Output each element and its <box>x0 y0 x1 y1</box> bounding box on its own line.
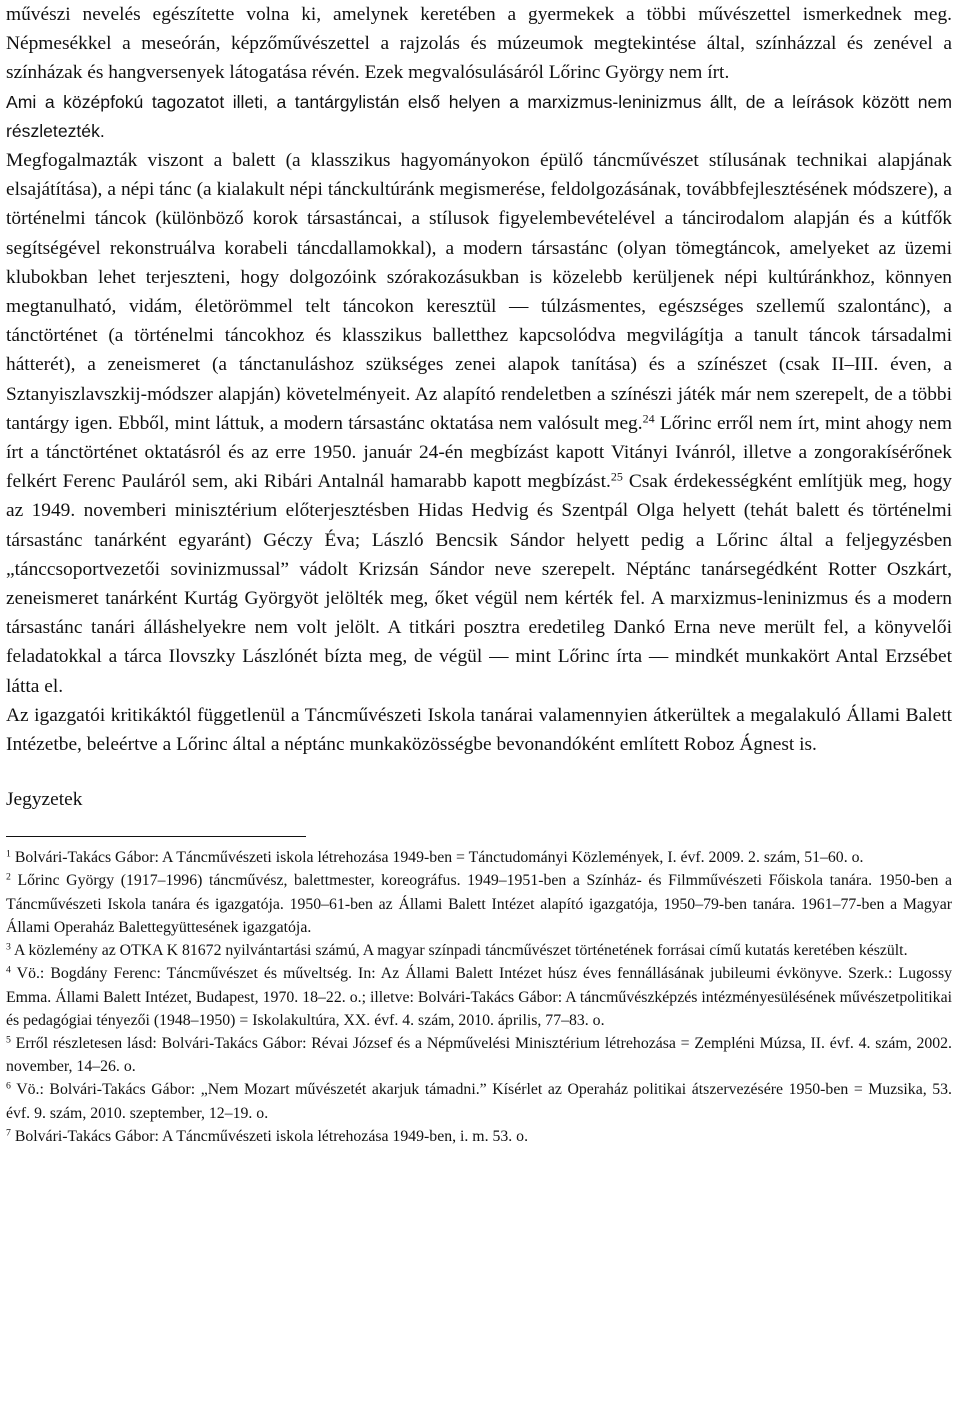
footnote-text: Bolvári-Takács Gábor: A Táncművészeti iskola létrehozása 1949-ben, i. m. 53. o. <box>10 1127 529 1145</box>
footnote-number: 5 <box>6 1034 11 1046</box>
footnote-number: 1 <box>6 848 11 860</box>
footnote-item <box>6 962 952 1032</box>
footnote-text: Vö.: Bolvári-Takács Gábor: „Nem Mozart művészetét akarjuk támadni.” Kísérlet az Operaház politikai átszervezésére 1950-ben = Muzsika, 53. évf. 9. szám, 2010. szeptember, 12–19. o. <box>6 1081 952 1122</box>
footnote-number: 6 <box>6 1080 11 1092</box>
body-paragraph <box>6 88 952 146</box>
body-text <box>6 0 952 759</box>
footnote-reference[interactable]: 24 <box>642 411 655 426</box>
footnote-number: 3 <box>6 941 11 953</box>
paragraph-text: Az igazgatói kritikáktól függetlenül a Táncművészeti Iskola tanárai valamennyien átkerültek a megalakuló Állami Balett Intézetbe, beleértve a Lőrinc által a néptánc munkaközösségbe bevonandóként említett Roboz Ágnest is. <box>6 704 952 756</box>
paragraph-text: művészi nevelés egészítette volna ki, amelynek keretében a gyermekek a többi művészettel ismerkednek meg. Népmesékkel a meseórán, képzőművészettel a rajzolás és múzeumok megtekintése által, színházzal és zenével a színházak és hangversenyek látogatása révén. Ezek megvalósulásáról Lőrinc György nem írt. <box>6 4 952 84</box>
notes-heading: Jegyzetek <box>6 789 83 811</box>
footnote-number: 2 <box>6 872 11 884</box>
paragraph-text: Lőrinc erről nem írt, mint ahogy nem írt a tánctörténet oktatásról és az erre 1950. január 24-én megbízást kapott Vitányi Ivánról, illetve a zongorakísérőnek felkért Ferenc Pauláról sem, aki Ribári Antalnál hamarabb kapott megbízást. <box>6 412 952 493</box>
paragraph-text: Csak érdekességként említjük meg, hogy az 1949. novemberi minisztérium előterjesztésben Hidas Hedvig és Szentpál Olga helyett (tehát balett és történelmi társastánc tanárként egyaránt) Géczy Éva; László Bencsik Sándor helyett pedig a Lőrinc által a feljegyzésben „tánccsoportvezetői sovinizmussal” vádolt Krizsán Sándor neve szerepelt. Néptánc tanársegédként Rotter Oszkárt, zeneismeret tanárként Kurtág Györgyöt jelölték meg, őket végül nem kérték fel. A marxizmus-leninizmus és a modern társastánc tanári álláshelyekre nem volt jelölt. A titkári posztra eredetileg Dankó Erna neve merült fel, a könyvelői feladatokkal a tárca Ilovszky Lászlónét bízta meg, de végül — mint Lőrinc írta — mindkét munkakört Antal Erzsébet látta el. <box>6 471 952 697</box>
footnote-text: Lőrinc György (1917–1996) táncművész, balettmester, koreográfus. 1949–1951-ben a Színház- és Filmművészeti Főiskola tanára. 1950-ben a Táncművészeti Iskola tanára és igazgatója. 1950–61-ben az Állami Balett Intézet alapító igazgatója, 1950–79-ben tanára. 1961–77-ben a Magyar Állami Operaház Balettegyüttesének igazgatója. <box>6 872 952 936</box>
body-paragraph <box>6 0 952 88</box>
footnote-separator <box>6 836 306 837</box>
footnotes-list <box>6 846 952 1148</box>
paragraph-text: Megfogalmazták viszont a balett (a klasszikus hagyományokon épülő táncművészet stílusának technikai alapjának elsajátítása), a népi tánc (a kialakult népi tánckultúránk megismerése, feldolgozásának, továbbfejlesztésének módszere), a történelmi táncok (különböző korok társastáncai, a stílusok figyelembevételével a táncirodalom alapján és a kútfők segítségével rekonstruálva korabeli táncdallamokkal), a modern társastánc (olyan tömegtáncok, amelyeket az üzemi klubokban lehet terjeszteni, hogy dolgozóink szórakozásukban is közelebb kerüljenek népi kultúránkhoz, könnyen megtanulható, vidám, életörömmel telt táncokon keresztül — túlzásmentes, egészséges szellemű szalontánc), a tánctörténet (a történelmi táncokhoz és klasszikus balletthez kapcsolódva megvilágítja a tanult táncok társadalmi hátterét), a zeneismeret (a tánctanuláshoz szükséges zenei alapok tanítása) és a színészet (csak II–III. éven, a Sztanyiszlavszkij-módszer alapján) követelményeit. Az alapító rendeletben a színészi játék már nem szerepelt, de a többi tantárgy igen. Ebből, mint láttuk, a modern társastánc oktatása nem valósult meg. <box>6 150 952 434</box>
body-paragraph <box>6 146 952 701</box>
footnote-text: A közlemény az OTKA K 81672 nyilvántartási számú, A magyar színpadi táncművészet történetének forrásai című kutatás keretében készült. <box>10 942 908 960</box>
footnote-item <box>6 1032 952 1078</box>
footnote-text: Vö.: Bogdány Ferenc: Táncművészet és műveltség. In: Az Állami Balett Intézet húsz éves fennállásának jubileumi évkönyve. Szerk.: Lugossy Emma. Állami Balett Intézet, Budapest, 1970. 18–22. o.; illetve: Bolvári-Takács Gábor: A táncművészképzés intézményesülésének művészetpolitikai és pedagógiai tényezői (1948–1950) = Iskolakultúra, XX. évf. 4. szám, 2010. április, 77–83. o. <box>6 965 952 1029</box>
footnote-item <box>6 1125 952 1148</box>
footnote-number: 7 <box>6 1127 11 1139</box>
footnote-item <box>6 939 952 962</box>
footnote-item <box>6 1078 952 1124</box>
footnote-item <box>6 869 952 939</box>
paragraph-text: Ami a középfokú tagozatot illeti, a tantárgylistán első helyen a marxizmus-leninizmus állt, de a leírások között nem részletezték. <box>6 91 952 141</box>
footnote-text: Erről részletesen lásd: Bolvári-Takács Gábor: Révai József és a Népművelési Minisztérium létrehozása = Zempléni Múzsa, II. évf. 4. szám, 2002. november, 14–26. o. <box>6 1034 952 1076</box>
footnote-number: 4 <box>6 964 11 976</box>
footnote-reference[interactable]: 25 <box>610 469 623 484</box>
footnote-text: Bolvári-Takács Gábor: A Táncművészeti iskola létrehozása 1949-ben = Tánctudományi Közlemények, I. évf. 2009. 2. szám, 51–60. o. <box>10 849 864 867</box>
footnote-item <box>6 846 952 869</box>
body-paragraph <box>6 701 952 759</box>
